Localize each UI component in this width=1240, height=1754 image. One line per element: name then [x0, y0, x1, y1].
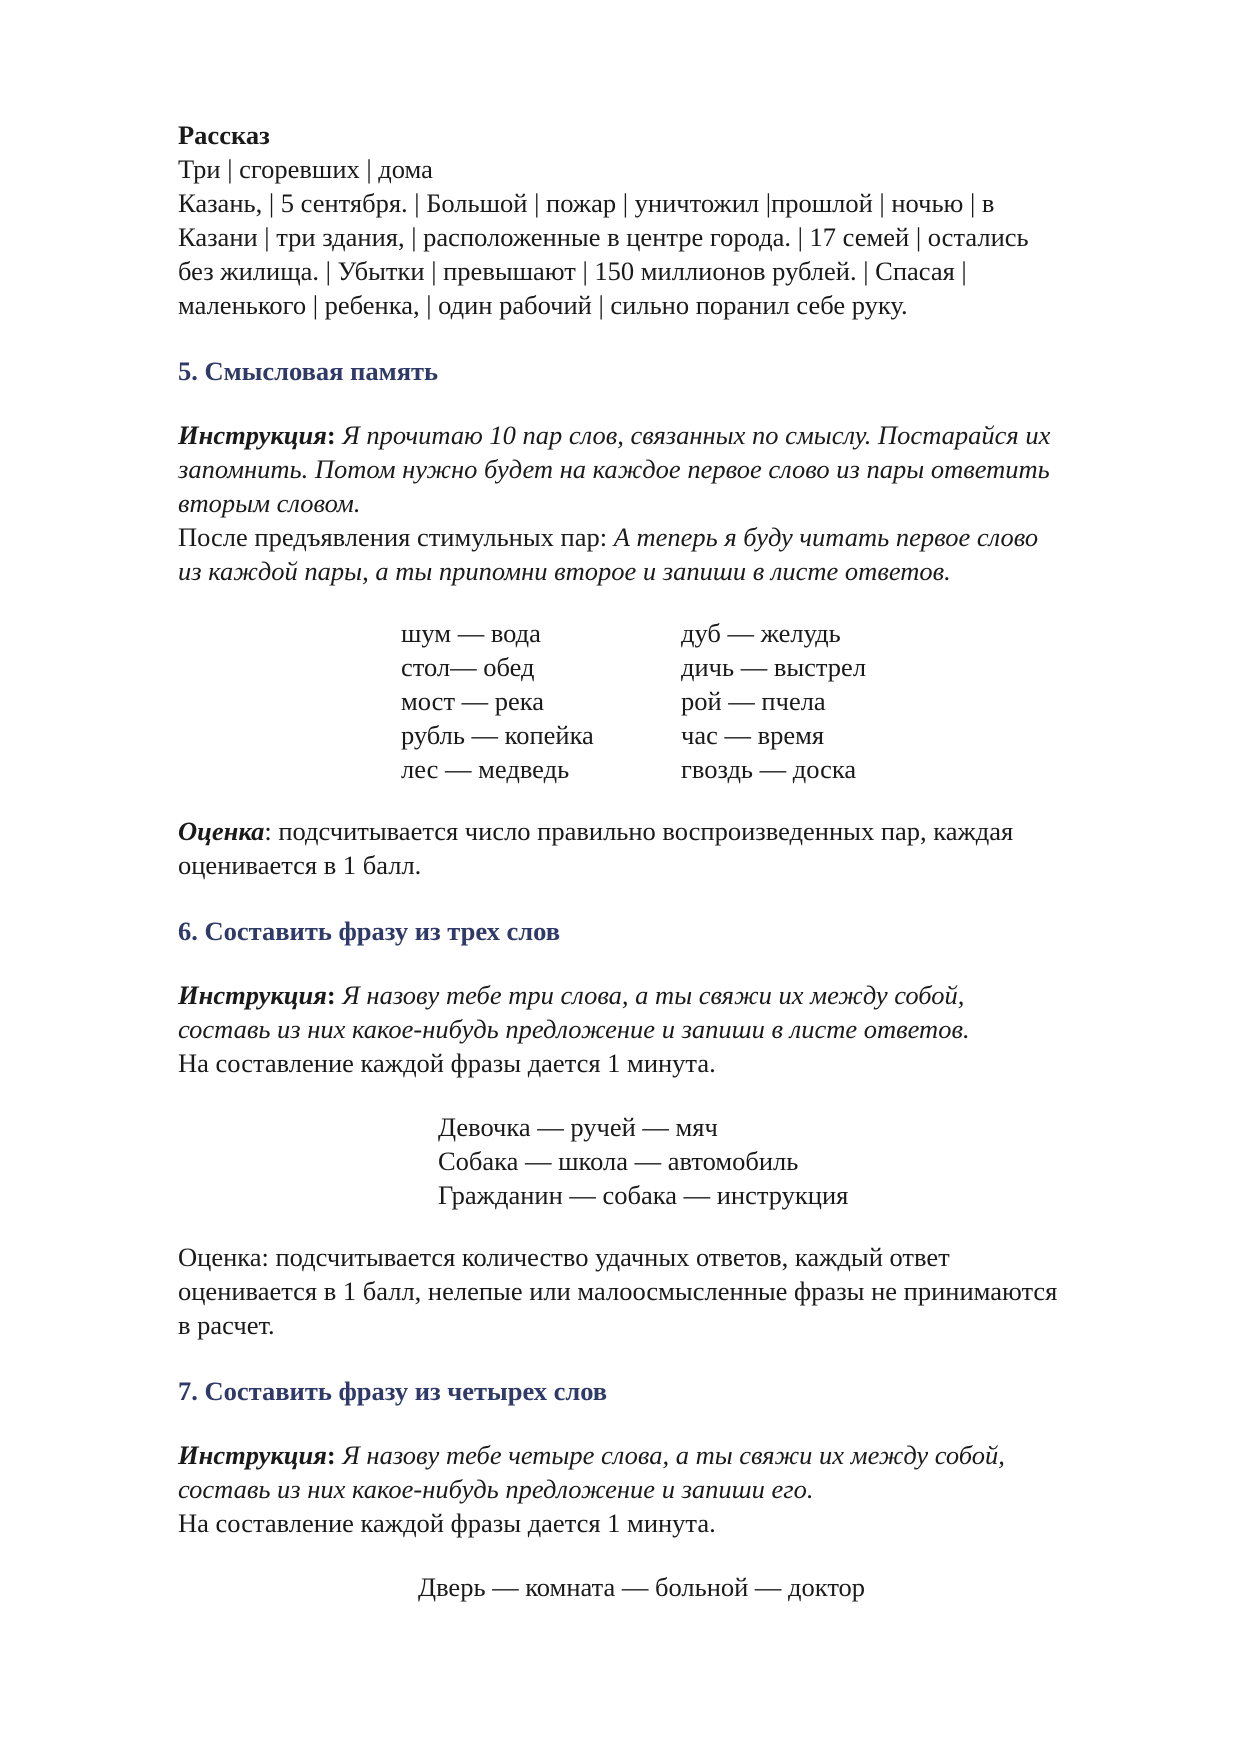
story-line: Казань, | 5 сентября. | Большой | пожар | уничтожил |прошлой | ночью | в — [178, 188, 995, 218]
instruction-label: Инструкция — [178, 1440, 327, 1470]
three-word-phrases — [438, 1110, 1158, 1212]
instruction-text: вторым словом. — [178, 488, 361, 518]
word-pairs-left-column — [401, 616, 594, 786]
instruction-text: Я назову тебе четыре слова, а ты свяжи их между собой, — [342, 1440, 1005, 1470]
section-5-heading: 5. Смысловая память — [178, 356, 439, 386]
instruction-label: Инструкция — [178, 420, 327, 450]
story-line: без жилища. | Убытки | превышают | 150 миллионов рублей. | Спасая | — [178, 256, 967, 286]
phrase-item: Девочка — ручей — мяч — [438, 1112, 718, 1142]
document-page — [178, 118, 1158, 1604]
word-pair: дуб — желудь — [681, 618, 841, 648]
section-5-score — [178, 814, 1158, 848]
instruction-text: составь из них какое-нибудь предложение и запиши в листе ответов. — [178, 1014, 970, 1044]
story-line: Казани | три здания, | расположенные в центре города. | 17 семей | остались — [178, 222, 1029, 252]
word-pair: гвоздь — доска — [681, 754, 857, 784]
section-6-heading: 6. Составить фразу из трех слов — [178, 916, 561, 946]
time-note: На составление каждой фразы дается 1 минута. — [178, 1048, 716, 1078]
section-6-instruction: Инструкция: Я назову тебе три слова, а ты свяжи их между собой, — [178, 980, 965, 1010]
section-6-score: Оценка: подсчитывается количество удачных ответов, каждый ответ — [178, 1242, 950, 1272]
word-pairs — [178, 616, 1158, 786]
word-pair: рой — пчела — [681, 686, 826, 716]
phrase-item: Дверь — комната — больной — доктор — [418, 1572, 866, 1602]
word-pair: лес — медведь — [401, 754, 570, 784]
story-label: Рассказ — [178, 120, 270, 150]
phrase-item: Гражданин — собака — инструкция — [438, 1180, 849, 1210]
word-pair: шум — вода — [401, 618, 541, 648]
instruction-text: составь из них какое-нибудь предложение и запиши его. — [178, 1474, 814, 1504]
score-text: оценивается в 1 балл. — [178, 850, 422, 880]
section-5-instruction: Инструкция: Я прочитаю 10 пар слов, связанных по смыслу. Постарайся их — [178, 420, 1051, 450]
section-7-heading: 7. Составить фразу из четырех слов — [178, 1376, 608, 1406]
word-pair: рубль — копейка — [401, 720, 594, 750]
section-7-instruction: Инструкция: Я назову тебе четыре слова, а ты свяжи их между собой, — [178, 1440, 1005, 1470]
after-italic: из каждой пары, а ты припомни второе и запиши в листе ответов. — [178, 556, 951, 586]
score-label: Оценка — [178, 816, 265, 846]
word-pairs-right-column — [681, 616, 866, 786]
instruction-label: Инструкция — [178, 980, 327, 1010]
after-presentation-note — [178, 520, 1158, 554]
instruction-text: запомнить. Потом нужно будет на каждое первое слово из пары ответить — [178, 454, 1050, 484]
story-line: маленького | ребенка, | один рабочий | сильно поранил себе руку. — [178, 290, 908, 320]
word-pair: мост — река — [401, 686, 545, 716]
instruction-text: Я назову тебе три слова, а ты свяжи их между собой, — [342, 980, 965, 1010]
section-6-score: в расчет. — [178, 1310, 275, 1340]
score-text: : подсчитывается число правильно воспроизведенных пар, каждая — [264, 816, 1014, 846]
time-note: На составление каждой фразы дается 1 минута. — [178, 1508, 716, 1538]
four-word-phrase — [418, 1570, 1158, 1604]
word-pair: стол— обед — [401, 652, 535, 682]
story-line: Три | сгоревших | дома — [178, 154, 433, 184]
word-pair: дичь — выстрел — [681, 652, 867, 682]
phrase-item: Собака — школа — автомобиль — [438, 1146, 799, 1176]
instruction-text: Я прочитаю 10 пар слов, связанных по смыслу. Постарайся их — [342, 420, 1051, 450]
after-prefix: После предъявления стимульных пар: — [178, 522, 614, 552]
word-pair: час — время — [681, 720, 825, 750]
section-6-score: оценивается в 1 балл, нелепые или малоосмысленные фразы не принимаются — [178, 1276, 1058, 1306]
after-italic: А теперь я буду читать первое слово — [613, 522, 1039, 552]
